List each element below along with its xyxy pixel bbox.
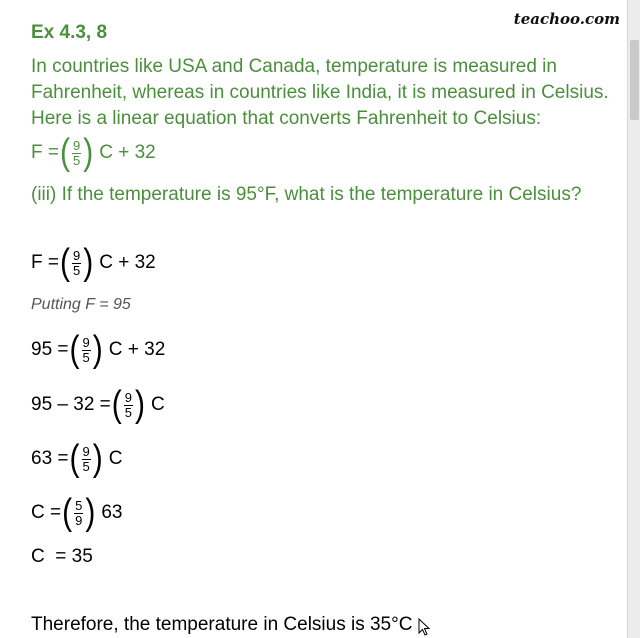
left-paren: ( bbox=[111, 383, 122, 425]
left-paren: ( bbox=[59, 241, 70, 283]
fraction bbox=[82, 445, 91, 474]
fraction-denominator: 5 bbox=[72, 262, 81, 278]
fraction bbox=[124, 391, 133, 420]
solution-step-1 bbox=[31, 241, 156, 283]
question-line-3: Here is a linear equation that converts Fahrenheit to Celsius: bbox=[31, 108, 542, 129]
fraction bbox=[72, 139, 81, 168]
right-paren: ) bbox=[92, 437, 103, 479]
right-paren: ) bbox=[83, 241, 94, 283]
equation-lhs: F = bbox=[31, 142, 59, 163]
subquestion: (iii) If the temperature is 95°F, what is the temperature in Celsius? bbox=[31, 184, 582, 205]
equation-rhs: C + 32 bbox=[99, 142, 156, 163]
left-paren: ( bbox=[62, 491, 73, 533]
solution-step-5 bbox=[31, 491, 123, 533]
fraction-numerator: 5 bbox=[75, 497, 83, 513]
right-paren: ) bbox=[83, 131, 94, 173]
right-paren: ) bbox=[135, 383, 146, 425]
fraction-denominator: 5 bbox=[82, 349, 90, 365]
step-lhs: F = bbox=[31, 252, 59, 273]
left-paren: ( bbox=[59, 131, 70, 173]
fraction-numerator: 9 bbox=[72, 137, 81, 153]
step-rhs: C + 32 bbox=[108, 339, 166, 360]
fraction-numerator: 9 bbox=[124, 389, 133, 405]
putting-note: Putting F = 95 bbox=[31, 296, 131, 313]
scrollbar[interactable] bbox=[627, 0, 640, 638]
fraction-numerator: 9 bbox=[72, 247, 81, 263]
fraction-denominator: 9 bbox=[75, 512, 83, 528]
fraction-numerator: 9 bbox=[82, 443, 90, 459]
fraction-denominator: 5 bbox=[72, 152, 81, 168]
solution-step-4 bbox=[31, 437, 123, 479]
left-paren: ( bbox=[69, 437, 80, 479]
mouse-cursor-icon bbox=[418, 618, 430, 636]
exercise-title: Ex 4.3, 8 bbox=[31, 22, 108, 43]
step-lhs: 95 – 32 = bbox=[31, 394, 111, 415]
step-lhs: C = bbox=[31, 502, 62, 523]
left-paren: ( bbox=[69, 328, 80, 370]
brand-logo: teachoo.com bbox=[513, 10, 620, 28]
step-rhs: C + 32 bbox=[99, 252, 156, 273]
right-paren: ) bbox=[92, 328, 103, 370]
question-line-1: In countries like USA and Canada, temperature is measured in bbox=[31, 56, 557, 77]
question-line-2: Fahrenheit, whereas in countries like India, it is measured in Celsius. bbox=[31, 82, 609, 103]
step-rhs: 63 bbox=[101, 502, 123, 523]
step-rhs: C bbox=[151, 394, 165, 415]
solution-step-3 bbox=[31, 383, 165, 425]
step-lhs: 95 = bbox=[31, 339, 69, 360]
conclusion: Therefore, the temperature in Celsius is 35°C bbox=[31, 614, 413, 635]
fraction bbox=[82, 336, 91, 365]
solution-step-6: C = 35 bbox=[31, 546, 93, 567]
fraction-numerator: 9 bbox=[82, 334, 90, 350]
fraction-denominator: 5 bbox=[82, 458, 90, 474]
right-paren: ) bbox=[85, 491, 96, 533]
scrollbar-thumb[interactable] bbox=[630, 40, 639, 120]
solution-step-2 bbox=[31, 328, 166, 370]
fraction bbox=[72, 249, 81, 278]
given-equation bbox=[31, 131, 156, 173]
step-rhs: C bbox=[108, 448, 123, 469]
step-lhs: 63 = bbox=[31, 448, 69, 469]
fraction bbox=[74, 499, 83, 528]
fraction-denominator: 5 bbox=[124, 404, 133, 420]
